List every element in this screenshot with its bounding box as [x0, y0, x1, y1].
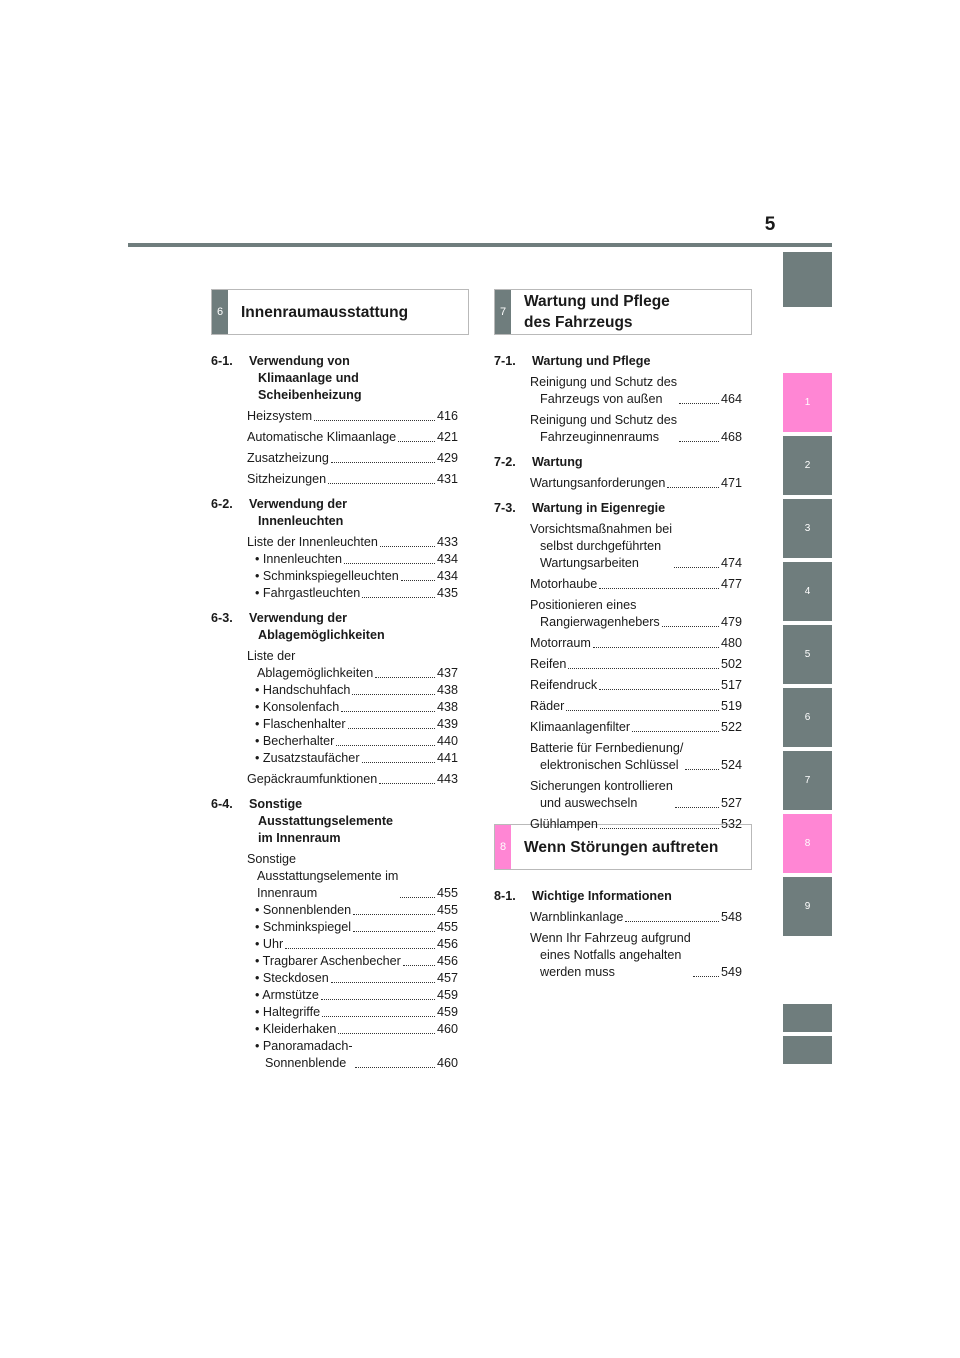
entry-page: 456 — [436, 954, 458, 968]
entry-label: Wenn Ihr Fahrzeug aufgrund — [530, 931, 691, 945]
chapter-tab-blank-top[interactable] — [783, 252, 832, 307]
toc-subentry[interactable] — [211, 953, 458, 970]
section-number: 7-2. — [494, 455, 516, 469]
entry-page: 434 — [436, 569, 458, 583]
entry-label-cont: Wartungsarbeiten — [540, 556, 639, 570]
entry-page: 502 — [720, 657, 742, 671]
section-8-1 — [494, 888, 742, 905]
entry-page: 548 — [720, 910, 742, 924]
section-title-cont: Ablagemöglichkeiten — [258, 628, 385, 642]
entry-page: 460 — [436, 1022, 458, 1036]
section-number: 6-1. — [211, 354, 233, 368]
entry-page: 438 — [436, 700, 458, 714]
section-7-2 — [494, 454, 742, 471]
entry-label: • Flaschenhalter — [255, 717, 346, 731]
entry-label: • Innenleuchten — [255, 552, 343, 566]
entry-page: 435 — [436, 586, 458, 600]
entry-page: 471 — [720, 476, 742, 490]
chapter-6-title: Innenraumausstattung — [241, 303, 409, 321]
entry-label: Liste der — [247, 649, 296, 663]
entry-page: 549 — [720, 965, 742, 979]
toc-entry[interactable] — [494, 656, 742, 673]
toc-subentry[interactable] — [211, 682, 458, 699]
entry-label-cont: und auswechseln — [540, 796, 638, 810]
section-number: 6-2. — [211, 497, 233, 511]
toc-entry[interactable] — [494, 677, 742, 694]
toc-entry[interactable] — [211, 851, 458, 902]
entry-page: 429 — [436, 451, 458, 465]
section-title-cont: Ausstattungselemente — [258, 814, 394, 828]
entry-label: • Steckdosen — [255, 971, 329, 985]
entry-page: 457 — [436, 971, 458, 985]
entry-page: 431 — [436, 472, 458, 486]
entry-label: Positionieren eines — [530, 598, 637, 612]
toc-subentry[interactable] — [211, 919, 458, 936]
entry-label-cont: Ablagemöglichkeiten — [257, 666, 374, 680]
entry-label: Vorsichtsmaßnahmen bei — [530, 522, 673, 536]
entry-label-cont: elektronischen Schlüssel — [540, 758, 679, 772]
entry-label: Heizsystem — [247, 409, 313, 423]
section-number: 7-1. — [494, 354, 516, 368]
section-number: 7-3. — [494, 501, 516, 515]
entry-page: 441 — [436, 751, 458, 765]
chapter-8-number: 8 — [495, 825, 511, 869]
section-7-1 — [494, 353, 742, 370]
entry-page: 437 — [436, 666, 458, 680]
section-6-2 — [211, 496, 458, 530]
chapter-7-title-line1: Wartung und Pflege — [524, 293, 670, 310]
toc-entry[interactable] — [494, 909, 742, 926]
entry-label: Reifen — [530, 657, 567, 671]
toc-subentry[interactable] — [211, 551, 458, 568]
section-title: Wichtige Informationen — [532, 889, 672, 903]
entry-page: 443 — [436, 772, 458, 786]
toc-entry[interactable] — [211, 534, 458, 551]
entry-page: 519 — [720, 699, 742, 713]
toc-entry[interactable] — [211, 648, 458, 682]
toc-subentry[interactable] — [211, 750, 458, 767]
entry-label: Reifendruck — [530, 678, 598, 692]
entry-label: Batterie für Fernbedienung/ — [530, 741, 684, 755]
toc-column-7 — [494, 353, 742, 837]
entry-page: 460 — [436, 1056, 458, 1070]
page-number: 5 — [764, 214, 776, 235]
entry-label: Warnblinkanlage — [530, 910, 624, 924]
chapter-6-number: 6 — [212, 290, 228, 334]
chapter-tab-9[interactable]: 9 — [783, 877, 832, 936]
toc-entry[interactable] — [494, 576, 742, 593]
entry-page: 474 — [720, 556, 742, 570]
entry-label: • Becherhalter — [255, 734, 335, 748]
chapter-tab-8[interactable]: 8 — [783, 814, 832, 873]
chapter-tab-1[interactable]: 1 — [783, 373, 832, 432]
toc-entry[interactable] — [494, 740, 742, 774]
toc-entry[interactable] — [494, 475, 742, 492]
entry-label-cont: Ausstattungselemente im — [257, 869, 399, 883]
entry-page: 455 — [436, 903, 458, 917]
toc-column-8 — [494, 888, 742, 985]
entry-page: 527 — [720, 796, 742, 810]
entry-label: Automatische Klimaanlage — [247, 430, 397, 444]
toc-subentry[interactable] — [211, 733, 458, 750]
section-7-3 — [494, 500, 742, 517]
entry-page: 480 — [720, 636, 742, 650]
chapter-6-header — [211, 289, 469, 335]
entry-page: 421 — [436, 430, 458, 444]
entry-label: Wartungsanforderungen — [530, 476, 666, 490]
chapter-7-title — [524, 290, 745, 334]
chapter-tab-5[interactable]: 5 — [783, 625, 832, 684]
entry-page: 438 — [436, 683, 458, 697]
section-6-3 — [211, 610, 458, 644]
toc-subentry[interactable] — [211, 1004, 458, 1021]
toc-entry[interactable] — [211, 771, 458, 788]
section-title: Wartung und Pflege — [532, 354, 651, 368]
entry-label: Klimaanlagenfilter — [530, 720, 631, 734]
toc-entry[interactable] — [494, 635, 742, 652]
entry-label: • Konsolenfach — [255, 700, 340, 714]
section-title: Verwendung von — [249, 354, 350, 368]
chapter-tab-index-a[interactable] — [783, 1004, 832, 1032]
entry-page: 456 — [436, 937, 458, 951]
entry-label: • Uhr — [255, 937, 284, 951]
toc-subentry[interactable] — [211, 699, 458, 716]
toc-subentry[interactable] — [211, 936, 458, 953]
entry-label-cont: Innenraum — [257, 886, 318, 900]
entry-label-cont: Fahrzeugs von außen — [540, 392, 663, 406]
entry-label: Sitzheizungen — [247, 472, 327, 486]
toc-subentry[interactable] — [211, 1038, 458, 1072]
entry-label: • Zusatzstaufächer — [255, 751, 360, 765]
entry-label: • Schminkspiegel — [255, 920, 352, 934]
section-title: Wartung in Eigenregie — [532, 501, 666, 515]
entry-label: • Fahrgastleuchten — [255, 586, 361, 600]
chapter-tab-3[interactable]: 3 — [783, 499, 832, 558]
toc-column-6 — [211, 353, 458, 1076]
section-title-cont: Klimaanlage und — [258, 371, 359, 385]
entry-label: Sonstige — [247, 852, 297, 866]
entry-label-cont: Fahrzeuginnenraums — [540, 430, 660, 444]
section-title-cont: Innenleuchten — [258, 514, 344, 528]
chapter-7-title-line2: des Fahrzeugs — [524, 314, 633, 331]
entry-label: Zusatzheizung — [247, 451, 329, 465]
entry-page: 477 — [720, 577, 742, 591]
toc-subentry[interactable] — [211, 585, 458, 602]
toc-entry[interactable] — [494, 521, 742, 572]
toc-subentry[interactable] — [211, 1021, 458, 1038]
entry-page: 416 — [436, 409, 458, 423]
toc-entry[interactable] — [494, 719, 742, 736]
entry-page: 455 — [436, 886, 458, 900]
toc-entry[interactable] — [494, 698, 742, 715]
section-title: Verwendung der — [249, 497, 347, 511]
entry-page: 468 — [720, 430, 742, 444]
entry-page: 439 — [436, 717, 458, 731]
entry-page: 532 — [720, 817, 742, 831]
toc-subentry[interactable] — [211, 716, 458, 733]
entry-page: 433 — [436, 535, 458, 549]
toc-entry[interactable] — [211, 429, 458, 446]
entry-label: • Tragbarer Aschenbecher — [255, 954, 401, 968]
entry-label: Sicherungen kontrollieren — [530, 779, 673, 793]
entry-label: • Sonnenblenden — [255, 903, 352, 917]
entry-label-cont: werden muss — [540, 965, 615, 979]
toc-entry[interactable] — [494, 816, 742, 833]
entry-label: • Haltegriffe — [255, 1005, 321, 1019]
chapter-tab-2[interactable]: 2 — [783, 436, 832, 495]
entry-page: 440 — [436, 734, 458, 748]
chapter-7-header — [494, 289, 752, 335]
chapter-tab-index-b[interactable] — [783, 1036, 832, 1064]
section-6-1 — [211, 353, 458, 404]
entry-label-cont: eines Notfalls angehalten — [540, 948, 682, 962]
entry-label: • Panoramadach- — [255, 1039, 353, 1053]
entry-page: 455 — [436, 920, 458, 934]
entry-label: Motorhaube — [530, 577, 598, 591]
entry-label: • Kleiderhaken — [255, 1022, 337, 1036]
entry-label: Glühlampen — [530, 817, 598, 831]
entry-label: • Handschuhfach — [255, 683, 351, 697]
chapter-tab-6[interactable]: 6 — [783, 688, 832, 747]
entry-page: 522 — [720, 720, 742, 734]
toc-subentry[interactable] — [211, 970, 458, 987]
section-title: Verwendung der — [249, 611, 347, 625]
entry-page: 479 — [720, 615, 742, 629]
chapter-tab-4[interactable]: 4 — [783, 562, 832, 621]
toc-entry[interactable] — [211, 450, 458, 467]
toc-subentry[interactable] — [211, 987, 458, 1004]
section-title: Sonstige — [249, 797, 303, 811]
section-number: 6-3. — [211, 611, 233, 625]
entry-label: • Schminkspiegelleuchten — [255, 569, 399, 583]
section-number: 8-1. — [494, 889, 516, 903]
toc-subentry[interactable] — [211, 568, 458, 585]
toc-entry[interactable] — [494, 930, 742, 981]
toc-subentry[interactable] — [211, 902, 458, 919]
toc-entry[interactable] — [494, 778, 742, 812]
entry-label-cont: selbst durchgeführten — [540, 539, 662, 553]
section-title: Wartung — [532, 455, 583, 469]
toc-entry[interactable] — [494, 412, 742, 446]
header-rule — [128, 243, 832, 247]
section-6-4 — [211, 796, 458, 847]
entry-label: Motorraum — [530, 636, 591, 650]
section-title-cont: im Innenraum — [258, 831, 341, 845]
entry-page: 459 — [436, 1005, 458, 1019]
entry-page: 434 — [436, 552, 458, 566]
section-title-cont: Scheibenheizung — [258, 388, 362, 402]
entry-label: Räder — [530, 699, 565, 713]
chapter-7-number: 7 — [495, 290, 511, 334]
entry-label: Reinigung und Schutz des — [530, 413, 678, 427]
section-number: 6-4. — [211, 797, 233, 811]
toc-entry[interactable] — [211, 471, 458, 488]
entry-page: 464 — [720, 392, 742, 406]
entry-label: • Armstütze — [255, 988, 319, 1002]
entry-label-cont: Rangierwagenhebers — [540, 615, 660, 629]
chapter-8-title: Wenn Störungen auftreten — [524, 838, 719, 856]
chapter-tab-7[interactable]: 7 — [783, 751, 832, 810]
entry-label-cont: Sonnenblende — [265, 1056, 347, 1070]
entry-label: Liste der Innenleuchten — [247, 535, 378, 549]
entry-page: 459 — [436, 988, 458, 1002]
entry-label: Reinigung und Schutz des — [530, 375, 678, 389]
entry-label: Gepäckraumfunktionen — [247, 772, 378, 786]
toc-entry[interactable] — [211, 408, 458, 425]
toc-entry[interactable] — [494, 374, 742, 408]
entry-page: 524 — [720, 758, 742, 772]
toc-entry[interactable] — [494, 597, 742, 631]
entry-page: 517 — [720, 678, 742, 692]
